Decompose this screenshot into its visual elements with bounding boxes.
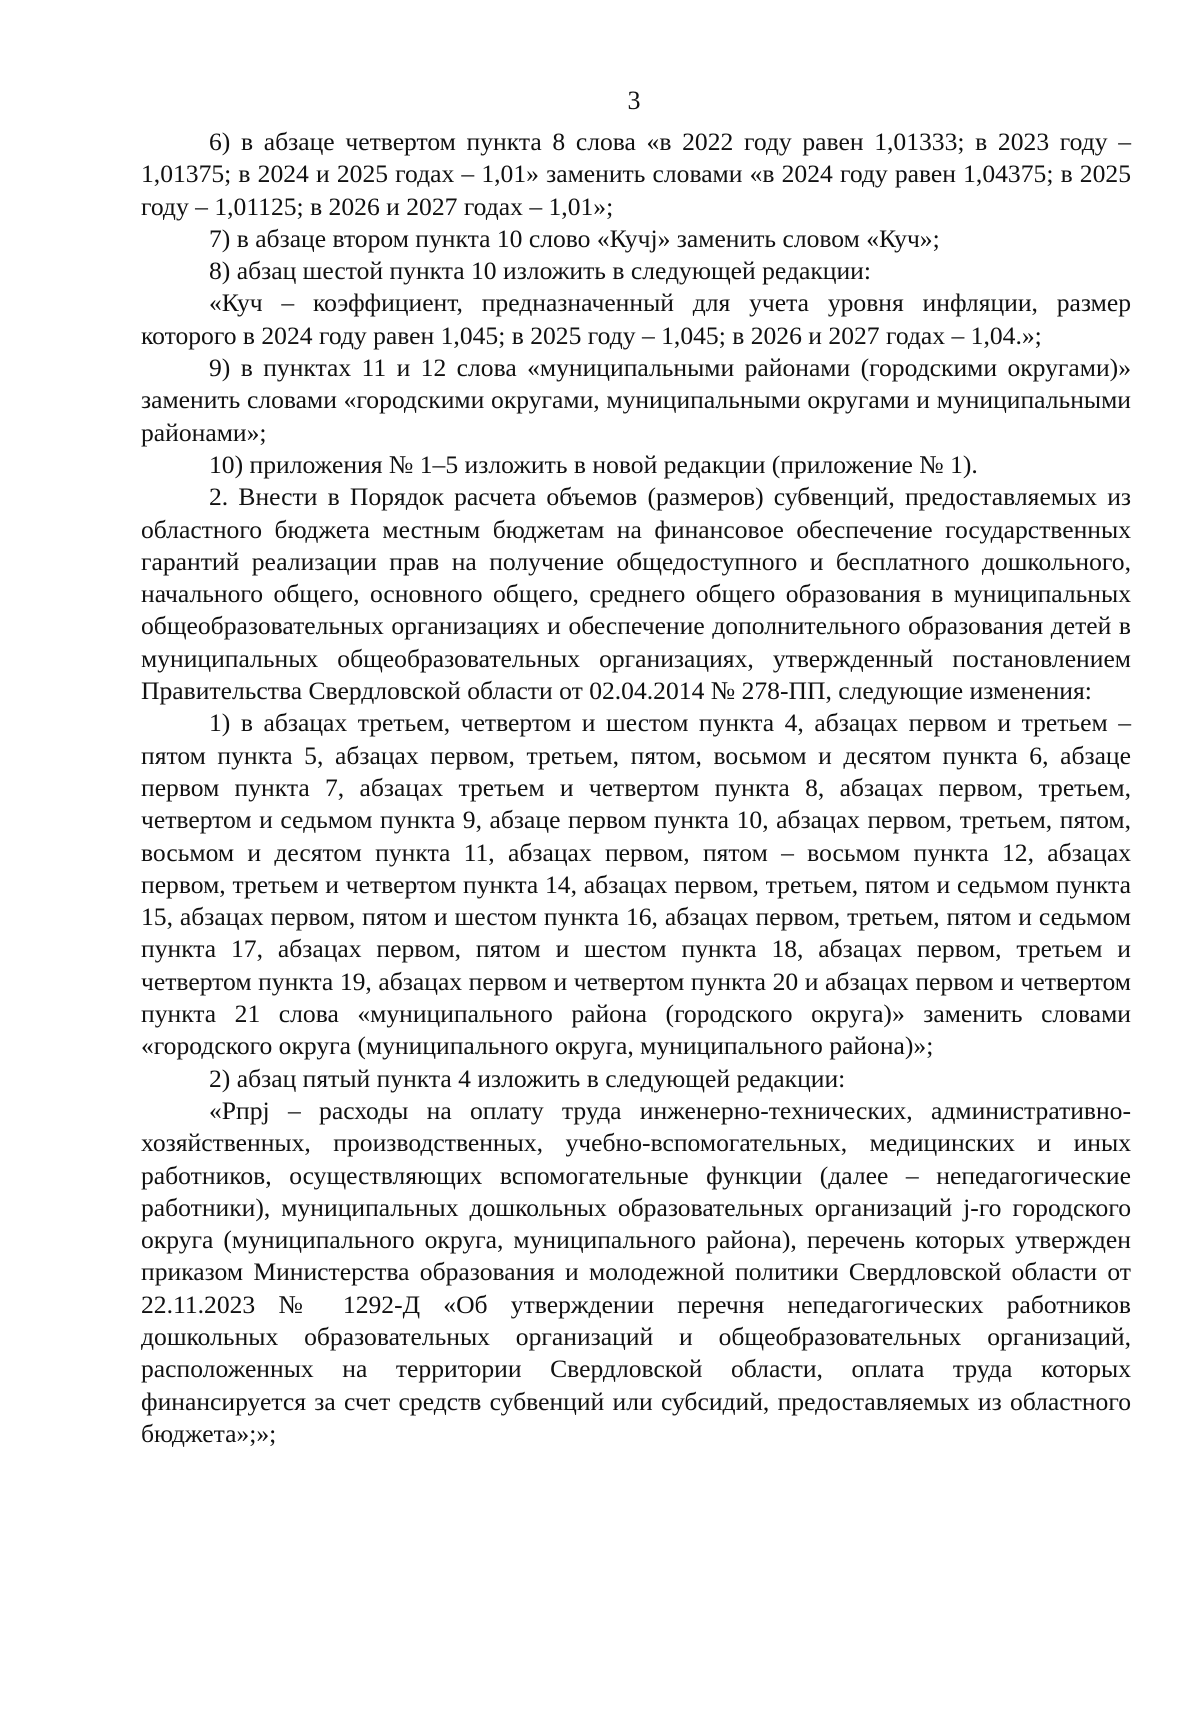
paragraph-section-2: 2. Внести в Порядок расчета объемов (размеров) субвенций, предоставляемых из областного бюджета местным бюджетам на финансовое обеспечение государственных гарантий реализации прав на получение общедоступного и бесплатного дошкольного, начального общего, основного общего, среднего общего образования в муниципальных общеобразовательных организациях и обеспечение дополнительного образования детей в муниципальных общеобразовательных организациях, утвержденный постановлением Правительства Свердловской области от 02.04.2014 № 278-ПП, следующие изменения: xyxy=(141,482,1131,706)
paragraph-rprj-definition: «Рпрj – расходы на оплату труда инженерно-технических, административно-хозяйственных, производственных, учебно-вспомогательных, медицинских и иных работников, осуществляющих вспомогательные функции (далее – непедагогические работники), муниципальных дошкольных образовательных организаций j-го городского округа (муниципального округа, муниципального района), перечень которых утвержден приказом Министерства образования и молодежной политики Свердловской области от 22.11.2023 № 1292-Д «Об утверждении перечня непедагогических работников дошкольных образовательных организаций и общеобразовательных организаций, расположенных на территории Свердловской области, оплата труда которых финансируется за счет средств субвенций или субсидий, предоставляемых из областного бюджета»;»; xyxy=(141,1095,1131,1448)
paragraph-subitem-1: 1) в абзацах третьем, четвертом и шестом пункта 4, абзацах первом и третьем – пятом пункта 5, абзацах первом, третьем, пятом, восьмом и десятом пункта 6, абзаце первом пункта 7, абзацах третьем и четвертом пункта 8, абзацах первом, третьем, четвертом и седьмом пункта 9, абзаце первом пункта 10, абзацах первом, третьем, пятом, восьмом и десятом пункта 11, абзацах первом, пятом – восьмом пункта 12, абзацах первом, третьем и четвертом пункта 14, абзацах первом, третьем, пятом и седьмом пункта 15, абзацах первом, пятом и шестом пункта 16, абзацах первом, третьем, пятом и седьмом пункта 17, абзацах первом, пятом и шестом пункта 18, абзацах первом, третьем и четвертом пункта 19, абзацах первом и четвертом пункта 20 и абзацах первом и четвертом пункта 21 слова «муниципального района (городского округа)» заменить словами «городского округа (муниципального округа, муниципального района)»; xyxy=(141,708,1131,1061)
paragraph-subitem-2: 2) абзац пятый пункта 4 изложить в следующей редакции: xyxy=(209,1063,846,1093)
paragraph-item-8: 8) абзац шестой пункта 10 изложить в следующей редакции: xyxy=(209,256,871,286)
paragraph-item-9: 9) в пунктах 11 и 12 слова «муниципальными районами (городскими округами)» заменить словами «городскими округами, муниципальными округами и муниципальными районами»; xyxy=(141,353,1131,447)
paragraph-item-10: 10) приложения № 1–5 изложить в новой редакции (приложение № 1). xyxy=(209,449,978,479)
document-body xyxy=(141,126,1131,1450)
paragraph-kuch-definition: «Куч – коэффициент, предназначенный для учета уровня инфляции, размер которого в 2024 году равен 1,045; в 2025 году – 1,045; в 2026 и 2027 годах – 1,04.»; xyxy=(141,288,1131,350)
page-number: 3 xyxy=(627,86,641,115)
paragraph-item-7: 7) в абзаце втором пункта 10 слово «Кучj» заменить словом «Куч»; xyxy=(209,223,940,253)
paragraph-item-6: 6) в абзаце четвертом пункта 8 слова «в 2022 году равен 1,01333; в 2023 году – 1,01375; в 2024 и 2025 годах – 1,01» заменить словами «в 2024 году равен 1,04375; в 2025 году – 1,01125; в 2026 и 2027 годах – 1,01»; xyxy=(141,127,1131,221)
